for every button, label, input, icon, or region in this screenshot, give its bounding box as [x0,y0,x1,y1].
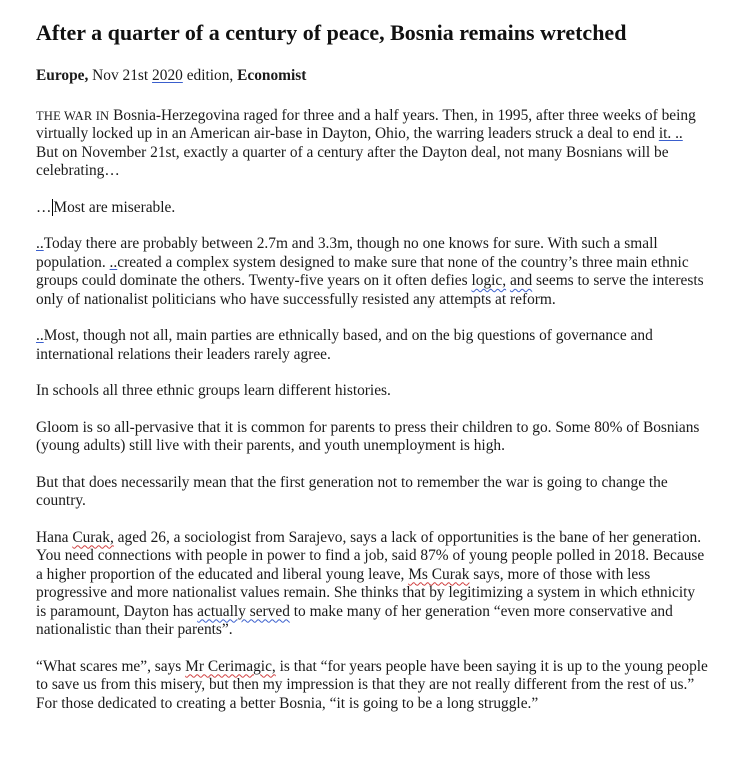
byline-section: Europe, [36,67,89,84]
paragraph-3-text-b: created a complex system designed to make sure that none of the country’s three main ethnic groups could dominate the others. Twenty-five years on it often defies [36,253,689,289]
paragraph-9-text-b: is that “for years people have been saying it is up to the young people to save us from this misery, but then my impression is that they are not really different from the rest of us.” For those dedicated to creating a better Bosnia, “it is going to be a long struggle.” [36,657,708,712]
spelling-mark[interactable]: Mr Cerimagic, [185,657,276,675]
paragraph-1-text-b: But on November 21st, exactly a quarter of a century after the Dayton deal, not many Bosnians will be celebrating… [36,143,669,179]
hyperlink-it[interactable]: it. .. [658,125,683,142]
byline-edition: edition, [186,67,234,84]
paragraph-5: In schools all three ethnic groups learn different histories. [36,382,391,399]
spelling-mark[interactable]: Ms Curak [408,565,470,583]
ellipsis-mark: .. [109,253,118,271]
paragraph-1-text-a: Bosnia-Herzegovina raged for three and a half years. Then, in 1995, after three weeks of being virtually locked up in an American air-base in Dayton, Ohio, the warring leaders struck a deal to end [36,106,696,142]
grammar-mark[interactable]: and [509,272,533,289]
paragraph-9 [36,658,708,714]
byline-publication: Economist [237,67,307,84]
paragraph-6: Gloom is so all-pervasive that it is common for parents to press their children to go. Some 80% of Bosnians (young adults) still live with their parents, and youth unemployment is high. [36,418,700,454]
byline [36,67,708,86]
paragraph-3-text-c: seems to serve the interests only of nationalist politicians who have successfully resisted any attempts at reform. [36,272,704,308]
ellipsis-mark: .. [36,235,44,252]
spelling-mark[interactable]: Curak, [72,528,114,546]
ellipsis: … [36,198,52,216]
paragraph-8 [36,529,708,640]
paragraph-4 [36,327,708,364]
byline-year: 2020 [152,67,183,84]
paragraph-9-text-a: “What scares me”, says [36,657,182,675]
byline-date: Nov 21st [92,67,149,84]
paragraph-8-text-b: aged 26, a sociologist from Sarajevo, says a lack of opportunities is the bane of her generation. You need connections with people in power to find a job, said 87% of young people polled in 2018. Because a higher proportion of the educated and liberal young leave, [36,528,705,583]
paragraph-7: But that does necessarily mean that the first generation not to remember the war is going to change the country. [36,473,668,509]
grammar-mark[interactable]: logic, [471,272,507,289]
paragraph-1 [36,107,708,181]
paragraph-3-text-a: Today there are probably between 2.7m and 3.3m, though no one knows for sure. With such a small population. [36,235,658,271]
paragraph-8-text-a: Hana [36,528,69,546]
paragraph-2 [36,199,708,218]
grammar-mark[interactable]: actually served [197,602,290,620]
lead-in: THE WAR IN [36,108,110,123]
ellipsis-mark: .. [36,327,44,344]
paragraph-4-text: Most, though not all, main parties are ethnically based, and on the big questions of governance and international relations their leaders rarely agree. [36,327,653,363]
paragraph-8-text-d: to make many of her generation “even more conservative and nationalistic than their parents”. [36,602,673,638]
paragraph-8-text-c: says, more of those with less progressive and more nationalist values remain. She thinks that by legitimizing a system in which ethnicity is paramount, Dayton has [36,565,696,620]
article-title: After a quarter of a century of peace, Bosnia remains wretched [36,20,627,45]
paragraph-2-text: Most are miserable. [53,198,176,216]
paragraph-3 [36,235,708,309]
